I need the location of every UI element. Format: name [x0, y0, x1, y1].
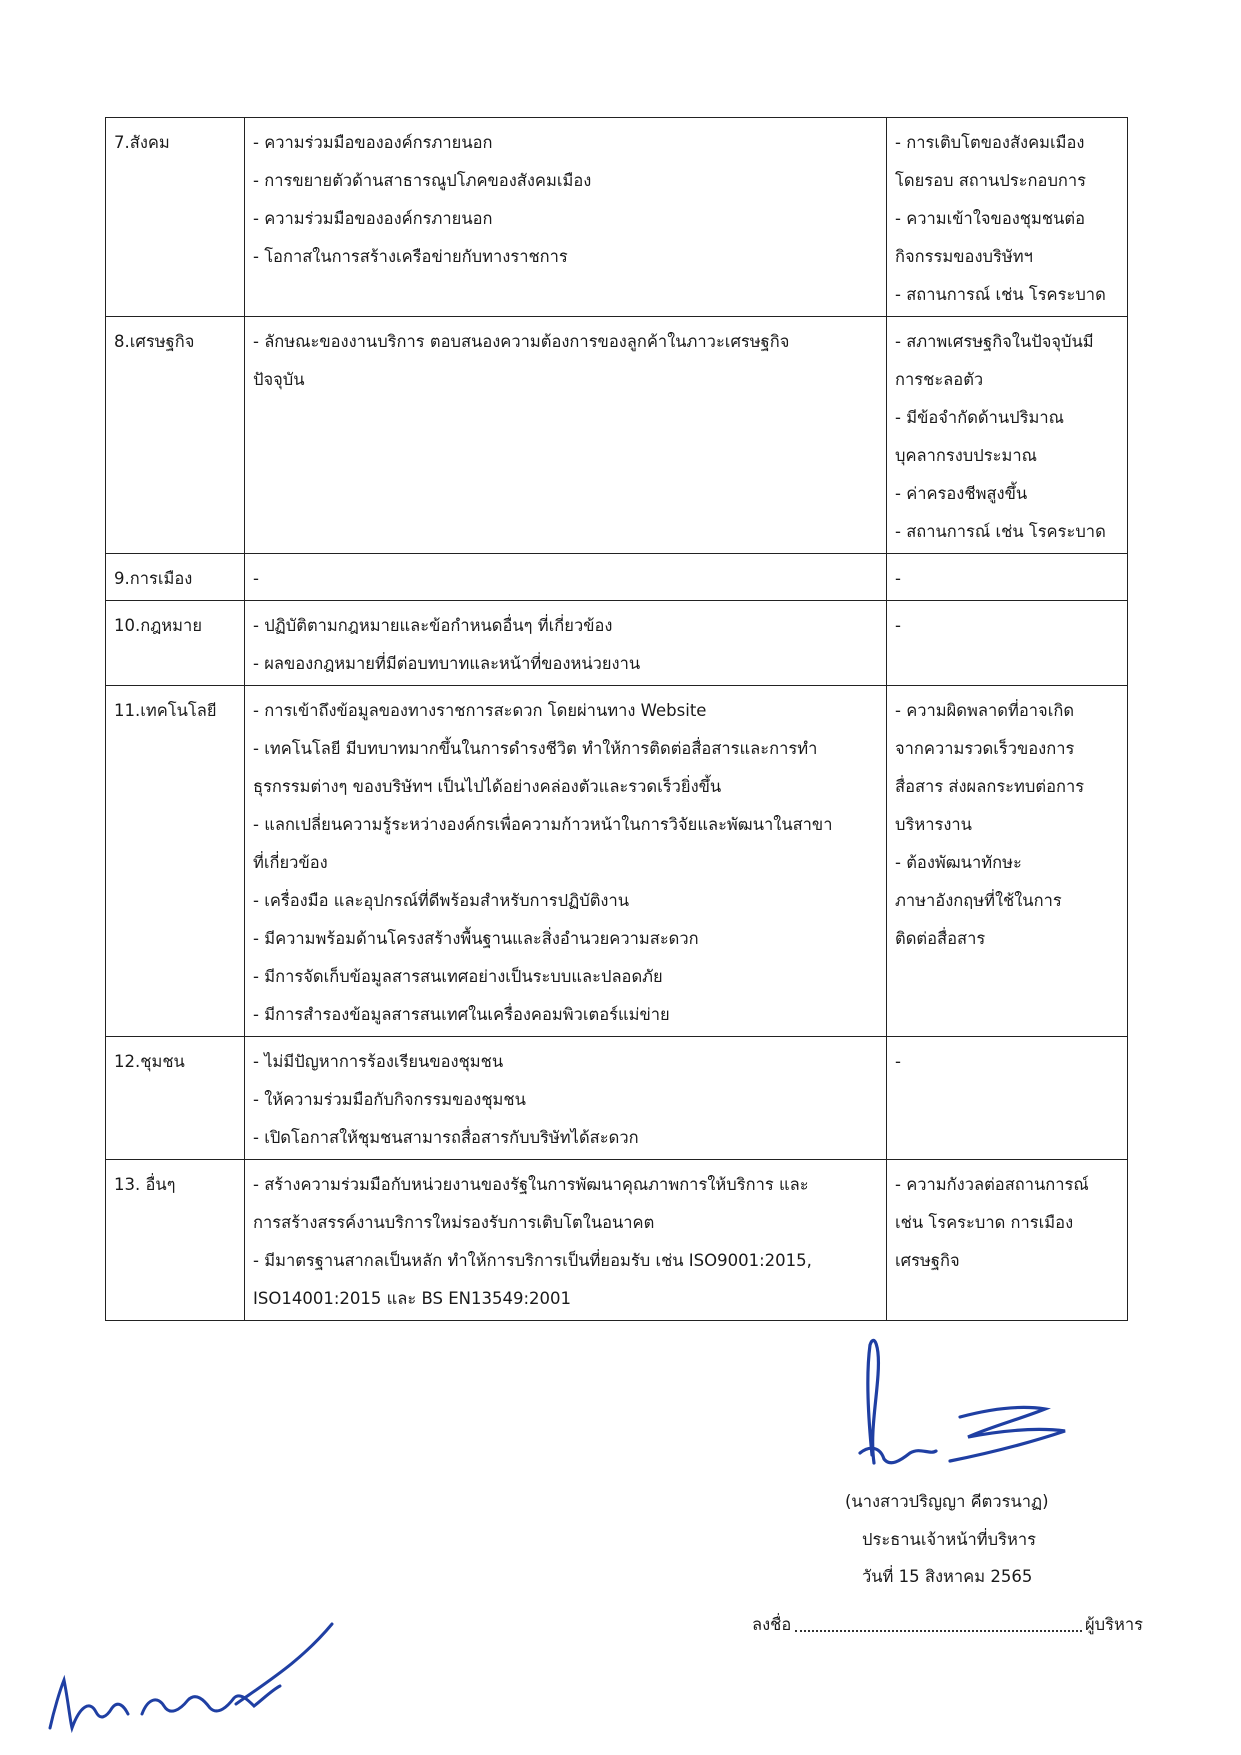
factor-cell [106, 554, 245, 601]
factor-cell [106, 1037, 245, 1160]
risk-line: - การเติบโตของสังคมเมือง [895, 133, 1085, 152]
table-body [106, 118, 1128, 1321]
risk-line: - ค่าครองชีพสูงขึ้น [895, 484, 1028, 503]
strength-line: - มีการจัดเก็บข้อมูลสารสนเทศอย่างเป็นระบบและปลอดภัย [253, 967, 663, 986]
role-suffix: ผู้บริหาร [1085, 1615, 1144, 1634]
strength-line: - ลักษณะของงานบริการ ตอบสนองความต้องการของลูกค้าในภาวะเศรษฐกิจ [253, 332, 790, 351]
strength-line: - ความร่วมมือขององค์กรภายนอก [253, 133, 493, 152]
factor-cell [106, 317, 245, 554]
risks-cell [887, 1160, 1128, 1321]
factor-cell [106, 601, 245, 686]
factor-label: 13. อื่นๆ [114, 1175, 176, 1194]
risks-cell [887, 1037, 1128, 1160]
strengths-cell [245, 686, 887, 1037]
strength-line: - การเข้าถึงข้อมูลของทางราชการสะดวก โดยผ่านทาง Website [253, 701, 707, 720]
risk-line: - ความผิดพลาดที่อาจเกิด [895, 701, 1075, 720]
strength-line: ที่เกี่ยวข้อง [253, 853, 328, 872]
factor-cell [106, 686, 245, 1037]
strength-line: - ปฏิบัติตามกฎหมายและข้อกำหนดอื่นๆ ที่เกี่ยวข้อง [253, 616, 613, 635]
risk-line: - [895, 569, 901, 588]
factor-label: 12.ชุมชน [114, 1052, 185, 1071]
initial-signature [40, 1610, 340, 1740]
risk-line: - [895, 616, 901, 635]
strength-line: - [253, 569, 259, 588]
strengths-cell [245, 1037, 887, 1160]
risk-line: - ต้องพัฒนาทักษะ [895, 853, 1022, 872]
risk-line: บริหารงาน [895, 815, 972, 834]
risk-line: ภาษาอังกฤษที่ใช้ในการ [895, 891, 1062, 910]
risks-cell [887, 554, 1128, 601]
risks-cell [887, 686, 1128, 1037]
risk-line: กิจกรรมของบริษัทฯ [895, 247, 1033, 266]
table-row [106, 1037, 1128, 1160]
strengths-cell [245, 118, 887, 317]
risk-line: การชะลอตัว [895, 370, 984, 389]
signature-dotted-line [795, 1630, 1082, 1632]
strength-line: - มีความพร้อมด้านโครงสร้างพื้นฐานและสิ่งอำนวยความสะดวก [253, 929, 699, 948]
executive-signature [840, 1335, 1090, 1475]
risk-line: สื่อสาร ส่งผลกระทบต่อการ [895, 777, 1085, 796]
risk-line: - สภาพเศรษฐกิจในปัจจุบันมี [895, 332, 1094, 351]
strength-line: - ไม่มีปัญหาการร้องเรียนของชุมชน [253, 1052, 504, 1071]
risks-cell [887, 601, 1128, 686]
signer-name: (นางสาวปริญญา คีตวรนาฏ) [845, 1492, 1049, 1511]
table-row [106, 601, 1128, 686]
strengths-cell [245, 1160, 887, 1321]
factor-label: 8.เศรษฐกิจ [114, 332, 195, 351]
strength-line: - ผลของกฎหมายที่มีต่อบทบาทและหน้าที่ของหน่วยงาน [253, 654, 641, 673]
strength-line: - เทคโนโลยี มีบทบาทมากขึ้นในการดำรงชีวิต ทำให้การติดต่อสื่อสารและการทำ [253, 739, 818, 758]
strength-line: - สร้างความร่วมมือกับหน่วยงานของรัฐในการพัฒนาคุณภาพการให้บริการ และ [253, 1175, 809, 1194]
factor-label: 10.กฎหมาย [114, 616, 202, 635]
risk-line: - สถานการณ์ เช่น โรคระบาด [895, 522, 1106, 541]
strength-line: - แลกเปลี่ยนความรู้ระหว่างองค์กรเพื่อความก้าวหน้าในการวิจัยและพัฒนาในสาขา [253, 815, 833, 834]
strength-line: ISO14001:2015 และ BS EN13549:2001 [253, 1289, 572, 1308]
table-row [106, 554, 1128, 601]
strengths-cell [245, 601, 887, 686]
risk-line: โดยรอบ สถานประกอบการ [895, 171, 1087, 190]
strengths-cell [245, 317, 887, 554]
strength-line: - เปิดโอกาสให้ชุมชนสามารถสื่อสารกับบริษัทได้สะดวก [253, 1128, 639, 1147]
signer-position: ประธานเจ้าหน้าที่บริหาร [862, 1530, 1037, 1549]
risk-line: - มีข้อจำกัดด้านปริมาณ [895, 408, 1064, 427]
strength-line: การสร้างสรรค์งานบริการใหม่รองรับการเติบโตในอนาคต [253, 1213, 655, 1232]
factor-cell [106, 1160, 245, 1321]
strength-line: - โอกาสในการสร้างเครือข่ายกับทางราชการ [253, 247, 568, 266]
strength-line: - ให้ความร่วมมือกับกิจกรรมของชุมชน [253, 1090, 526, 1109]
strength-line: ธุรกรรมต่างๆ ของบริษัทฯ เป็นไปได้อย่างคล่องตัวและรวดเร็วยิ่งขึ้น [253, 777, 722, 796]
risk-line: - [895, 1052, 901, 1071]
signature-date: วันที่ 15 สิงหาคม 2565 [862, 1567, 1033, 1586]
risk-line: บุคลากรงบประมาณ [895, 446, 1037, 465]
strengths-cell [245, 554, 887, 601]
table-row [106, 317, 1128, 554]
factor-label: 11.เทคโนโลยี [114, 701, 217, 720]
risk-line: เช่น โรคระบาด การเมือง [895, 1213, 1074, 1232]
strength-line: - มีมาตรฐานสากลเป็นหลัก ทำให้การบริการเป็นที่ยอมรับ เช่น ISO9001:2015, [253, 1251, 812, 1270]
risk-line: จากความรวดเร็วของการ [895, 739, 1075, 758]
factor-label: 7.สังคม [114, 133, 170, 152]
factor-label: 9.การเมือง [114, 569, 193, 588]
risks-cell [887, 317, 1128, 554]
risks-cell [887, 118, 1128, 317]
strength-line: ปัจจุบัน [253, 370, 305, 389]
strength-line: - การขยายตัวด้านสาธารณูปโภคของสังคมเมือง [253, 171, 592, 190]
risk-line: - ความกังวลต่อสถานการณ์ [895, 1175, 1089, 1194]
risk-line: เศรษฐกิจ [895, 1251, 960, 1270]
strength-line: - มีการสำรองข้อมูลสารสนเทศในเครื่องคอมพิวเตอร์แม่ข่าย [253, 1005, 670, 1024]
sign-label: ลงชื่อ [752, 1615, 792, 1634]
risk-line: - ความเข้าใจของชุมชนต่อ [895, 209, 1085, 228]
risk-line: - สถานการณ์ เช่น โรคระบาด [895, 285, 1106, 304]
table-row [106, 118, 1128, 317]
environment-factor-table [105, 117, 1128, 1321]
factor-cell [106, 118, 245, 317]
strength-line: - ความร่วมมือขององค์กรภายนอก [253, 209, 493, 228]
strength-line: - เครื่องมือ และอุปกรณ์ที่ดีพร้อมสำหรับการปฏิบัติงาน [253, 891, 630, 910]
table-row [106, 1160, 1128, 1321]
table-row [106, 686, 1128, 1037]
risk-line: ติดต่อสื่อสาร [895, 929, 986, 948]
